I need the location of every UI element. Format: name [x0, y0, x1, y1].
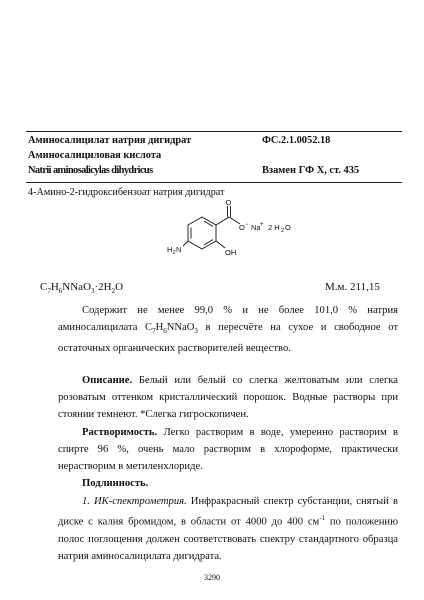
label-amine-h: H [167, 245, 173, 254]
chemical-name: 4-Амино-2-гидроксибензоат натрия дигидрат [28, 187, 225, 198]
monograph-alt-name: Аминосалициловая кислота [28, 150, 162, 161]
label-sodium: Na [251, 223, 261, 232]
solubility-paragraph: Растворимость. Легко растворим в воде, умеренно растворим в спирте 96 %, очень мало растворим в хлороформе, практически нерастворим в метиленхлориде. [58, 427, 398, 472]
label-amine-n: N [176, 245, 182, 254]
header-top-rule [26, 131, 402, 132]
header-bottom-rule [26, 182, 402, 183]
label-carbonyl-o: O [225, 200, 232, 207]
identification-heading: Подлинность. [82, 478, 149, 489]
label-anion-o: O [239, 223, 245, 232]
monograph-name: Аминосалицилат натрия дигидрат [28, 135, 192, 146]
monograph-latin-name: Natrii aminosalicylas dihydricus [28, 165, 153, 176]
molar-mass: М.м. 211,15 [325, 281, 380, 293]
content-paragraph: Содержит не менее 99,0 % и не более 101,0 % натрия аминосалицилата $C_7H_6NNaO_3$ в пересчёте на сухое и свободное от остаточных органических растворителей вещество. [58, 305, 398, 355]
structural-formula [0, 200, 424, 275]
label-sodium-charge: + [260, 222, 264, 228]
page-number: 3290 [204, 573, 220, 582]
solubility-label: Растворимость. [82, 427, 158, 438]
label-water-sub: 2 [281, 228, 285, 234]
label-anion-charge: − [245, 222, 249, 228]
description-paragraph: Описание. Белый или белый со слегка желтоватым или слегка розоватым оттенком кристаллический порошок. Водные растворы при стоянии темнеют. *Слегка гигроскопичен. [58, 375, 398, 420]
monograph-replaces: Взамен ГФ X, ст. 435 [262, 165, 360, 176]
label-hydroxyl: OH [225, 248, 237, 257]
monograph-code: ФС.2.1.0052.18 [262, 135, 331, 146]
label-amine-sub: 2 [172, 250, 176, 256]
ir-paragraph: 1. ИК-спектрометрия. Инфракрасный спектр субстанции, снятый в диске с калия бромидом, в области от 4000 до 400 $см^{-1}$ по положению полос поглощения должен соответствовать спектру стандартного образца натрия аминосалицилата дигидрата. [58, 496, 399, 562]
label-water: 2 H [268, 223, 280, 232]
molecular-formula: $C_7H_6NNaO_3\cdot 2H_2O$ [40, 281, 124, 296]
ir-label: 1. ИК-спектрометрия. [82, 496, 187, 507]
label-water-o: O [285, 223, 291, 232]
description-label: Описание. [82, 375, 133, 386]
